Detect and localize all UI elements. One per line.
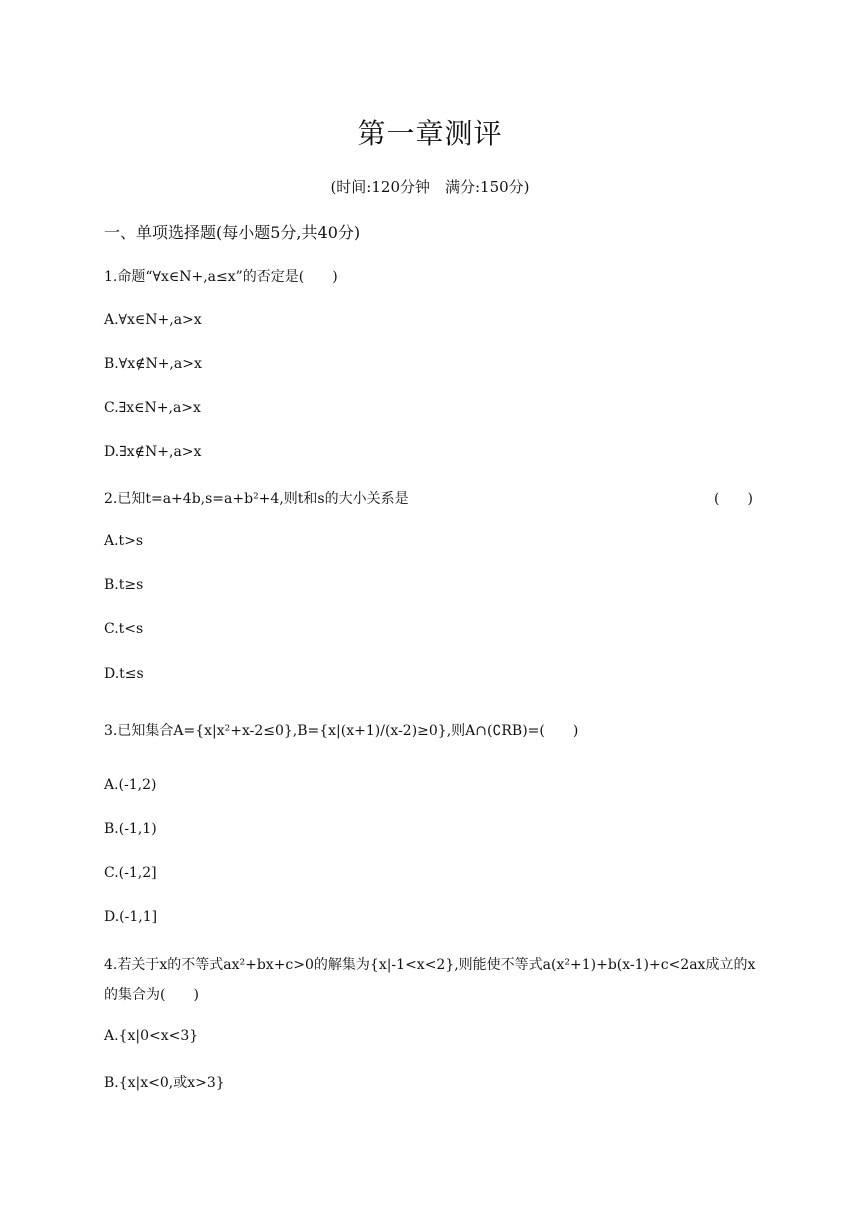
question-text: 已知t=a+4b,s=a+b²+4,则t和s的大小关系是 — [117, 491, 409, 507]
question-2-option-b: B.t≥s — [104, 577, 144, 593]
question-3-stem — [104, 720, 578, 740]
question-number: 2. — [104, 491, 118, 507]
question-2-option-d: D.t≤s — [104, 666, 144, 682]
question-3-option-a: A.(-1,2) — [104, 777, 157, 793]
question-text: 已知集合A={x|x²+x-2≤0},B={x|(x+1)/(x-2)≥0},则A∩(∁RB)=( ) — [117, 723, 579, 739]
question-3-option-c: C.(-1,2] — [104, 865, 157, 881]
page-title: 第一章测评 — [357, 117, 503, 150]
exam-info: (时间:120分钟 满分:150分) — [330, 178, 530, 196]
question-1-stem — [104, 266, 338, 286]
question-text: 若关于x的不等式ax²+bx+c>0的解集为{x|-1<x<2},则能使不等式a(x²+1)+b(x-1)+c<2ax成立的x — [117, 957, 756, 973]
question-3-option-b: B.(-1,1) — [104, 821, 157, 837]
answer-blank: ( ) — [714, 491, 753, 507]
question-1-option-b: B.∀x∉N+,a>x — [104, 356, 202, 372]
question-2-option-a: A.t>s — [104, 533, 144, 549]
question-number: 1. — [104, 269, 118, 285]
question-text: 命题“∀x∈N+,a≤x”的否定是( ) — [117, 269, 338, 285]
question-number: 4. — [104, 957, 118, 973]
question-4-option-a: A.{x|0<x<3} — [104, 1028, 199, 1044]
question-1-option-d: D.∃x∉N+,a>x — [104, 444, 202, 460]
question-4-option-b: B.{x|x<0,或x>3} — [104, 1075, 225, 1091]
question-2-option-c: C.t<s — [104, 621, 144, 637]
question-1-option-c: C.∃x∈N+,a>x — [104, 400, 201, 416]
question-4-stem-line-2: 的集合为( ) — [104, 987, 199, 1003]
section-heading: 一、单项选择题(每小题5分,共40分) — [104, 223, 361, 242]
question-2-stem — [104, 488, 409, 508]
question-number: 3. — [104, 723, 118, 739]
question-4-stem-line-1 — [104, 954, 755, 974]
question-3-option-d: D.(-1,1] — [104, 909, 158, 925]
question-1-option-a: A.∀x∈N+,a>x — [104, 312, 202, 328]
